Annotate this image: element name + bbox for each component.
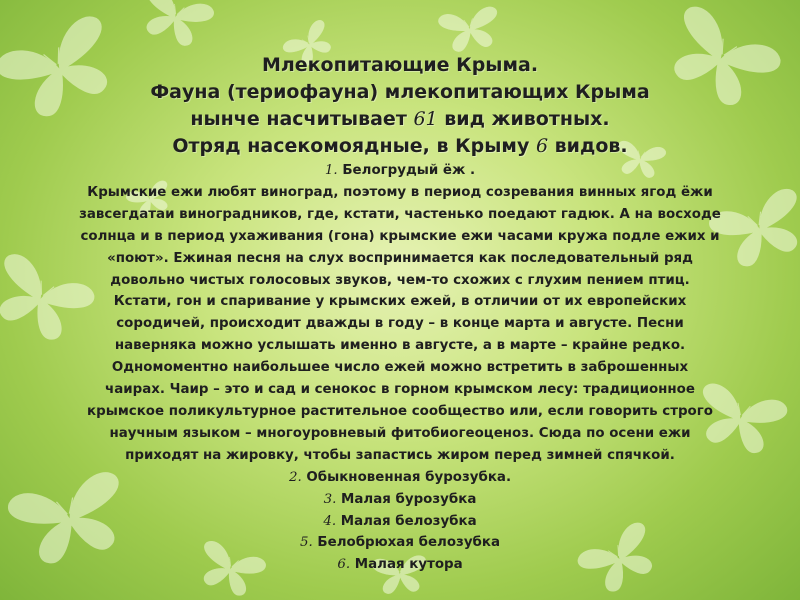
title-line-3: нынче насчитывает 61 вид животных.	[190, 108, 610, 130]
body-line: завсегдатаи виноградников, где, кстати, частенько поедают гадюк. А на восходе	[79, 206, 721, 222]
slide-content	[30, 52, 770, 576]
body-line: «поют». Ежиная песня на слух воспринимается как последовательный ряд	[107, 250, 693, 266]
title-line-4: Отряд насекомоядные, в Крыму 6 видов.	[172, 135, 628, 157]
species-item: 2. Обыкновенная бурозубка.	[288, 469, 512, 485]
butterfly-icon	[134, 0, 215, 51]
body-line: крымское поликультурное растительное сообщество или, если говорить строго	[87, 403, 713, 419]
slide-body	[30, 160, 770, 576]
species-item: 1. Белогрудый ёж .	[324, 163, 476, 178]
body-line: сородичей, происходит дважды в году – в конце марта и августе. Песни	[116, 316, 684, 332]
species-item: 5. Белобрюхая белозубка	[299, 535, 501, 551]
butterfly-icon	[437, 6, 502, 55]
body-line: приходят на жировку, чтобы запастись жиром перед зимней спячкой.	[125, 447, 675, 463]
body-line: научным языком – многоуровневый фитобиогеоценоз. Сюда по осени ежи	[109, 425, 691, 441]
body-line: Кстати, гон и спаривание у крымских ежей, в отличии от их европейских	[113, 294, 687, 310]
body-line: наверняка можно услышать именно в августе, а в марте – крайне редко.	[114, 338, 686, 354]
title-line-2: Фауна (териофауна) млекопитающих Крыма	[150, 81, 650, 103]
species-item: 3. Малая бурозубка	[323, 491, 477, 507]
body-line: довольно чистых голосовых звуков, чем-то схожих с глухим пением птиц.	[110, 272, 690, 288]
slide-title	[30, 52, 770, 160]
body-line: Одномоментно наибольшее число ежей можно встретить в заброшенных	[111, 360, 689, 376]
body-line: Крымские ежи любят виноград, поэтому в период созревания винных ягод ёжи	[87, 184, 713, 200]
species-item: 4. Малая белозубка	[323, 513, 477, 529]
body-line: солнца и в период ухаживания (гона) крымские ежи часами кружа подле ежих и	[80, 228, 720, 244]
species-item: 6. Малая кутора	[337, 557, 463, 573]
title-line-1: Млекопитающие Крыма.	[261, 54, 539, 76]
body-line: чаирах. Чаир – это и сад и сенокос в горном крымском лесу: традиционное	[105, 382, 695, 398]
